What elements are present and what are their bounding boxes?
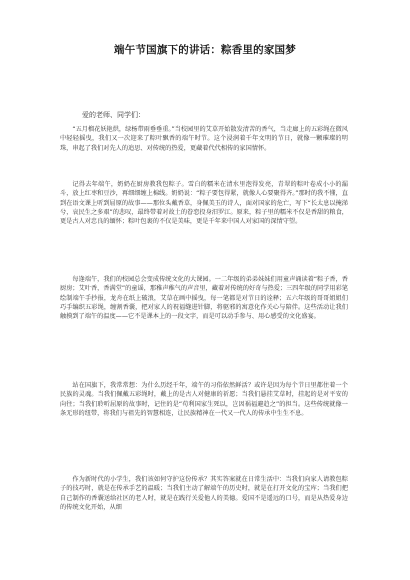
paragraph-3: 每逢端午，我们的校园总会变成传统文化的大课园。一二年级的弟弟妹妹们用童声诵读着“粽子香，香厨房；艾叶香，香满堂”的童谣，那稚声稚气的声音里，藏着对传统的好奇与热爱；三四年级的同学用彩笔绘制端午手抄报，龙舟在纸上破浪，艾草在画中摇曳，每一笔都是对节日的诠释；五六年级的哥哥姐姐们巧手编织五彩绳，缠割香囊，把对家人的祝福缝进针脚，将驱邪的寓意化作关心与陪伴。这些活动让我们触摸到了端午的温度——它不是课本上的一段文字，而是可以动手参与、用心感受的文化盛宴。: [60, 276, 348, 321]
paragraph-1: “五月榴花妖艳烘，绿杨带雨垂垂重。”当校园里的艾草开始散发清苦的香气，当走廊上的五彩绳在微风中轻轻摇曳，我们又一次迎来了粽叶飘香的端午时节。这个浸润着千年文明的节日，就像一颗璀璨的明珠，串起了我们对先人的追思、对传统的热爱，更藏着代代相传的家国情怀。: [60, 126, 348, 152]
paragraph-4: 站在国旗下，我常常想：为什么历经千年，端午的习俗依然鲜活？或许是因为每个节日里都住着一个民族的灵魂。当我们佩戴五彩绳时，戴上的是古人对健康的祈愿；当我们悬挂艾草时，挂起的是对平安的向往；当我们聆听屈原的故事时，记住的是“苟利国家生死以，岂因祸福避趋之”的担当。这些传统就像一条无形的纽带，将我们与祖先的智慧相连，让民族精神在一代又一代人的传承中生生不息。: [60, 382, 348, 417]
document-title: 端午节国旗下的讲话：粽香里的家国梦: [114, 44, 296, 56]
paragraph-2: 记得去年端午，奶奶在厨房教我包粽子。雪白的糯米在清水里泡得发亮，青翠的粽叶卷成小小的漏斗，放上红枣和豆沙，再细细缠上棉线。奶奶说：“粽子要包得紧，就像人心要聚得齐。”那时的我不懂，直到在语文课上听到屈原的故事——那位头戴香草，身佩美玉的诗人，面对国家的危亡，写下“长太息以掩涕兮，哀民生之多艰”的悲叹，最终带着对故土的眷恋投身汨罗江。原来，粽子里的糯米不仅是香甜的粮食，更是古人对忠良的缅怀；粽叶包裹的不仅是美味，更是千年来中国人对家国的深情守望。: [60, 181, 348, 226]
greeting-line: 爱的老师、同学们：: [82, 111, 145, 119]
paragraph-5: 作为新时代的小学生，我们该如何守护这份传承？其实答案就在日常生活中：当我们向家人请教包粽子的技巧时，就是在传承手艺的温暖；当我们主动了解端午的历史时，就是在打开文化的宝库；当我们把自己制作的香囊送给社区的老人时，就是在践行关爱他人的美德。爱国不是遥远的口号，而是从热爱身边的传统文化开始，从细: [60, 476, 348, 511]
